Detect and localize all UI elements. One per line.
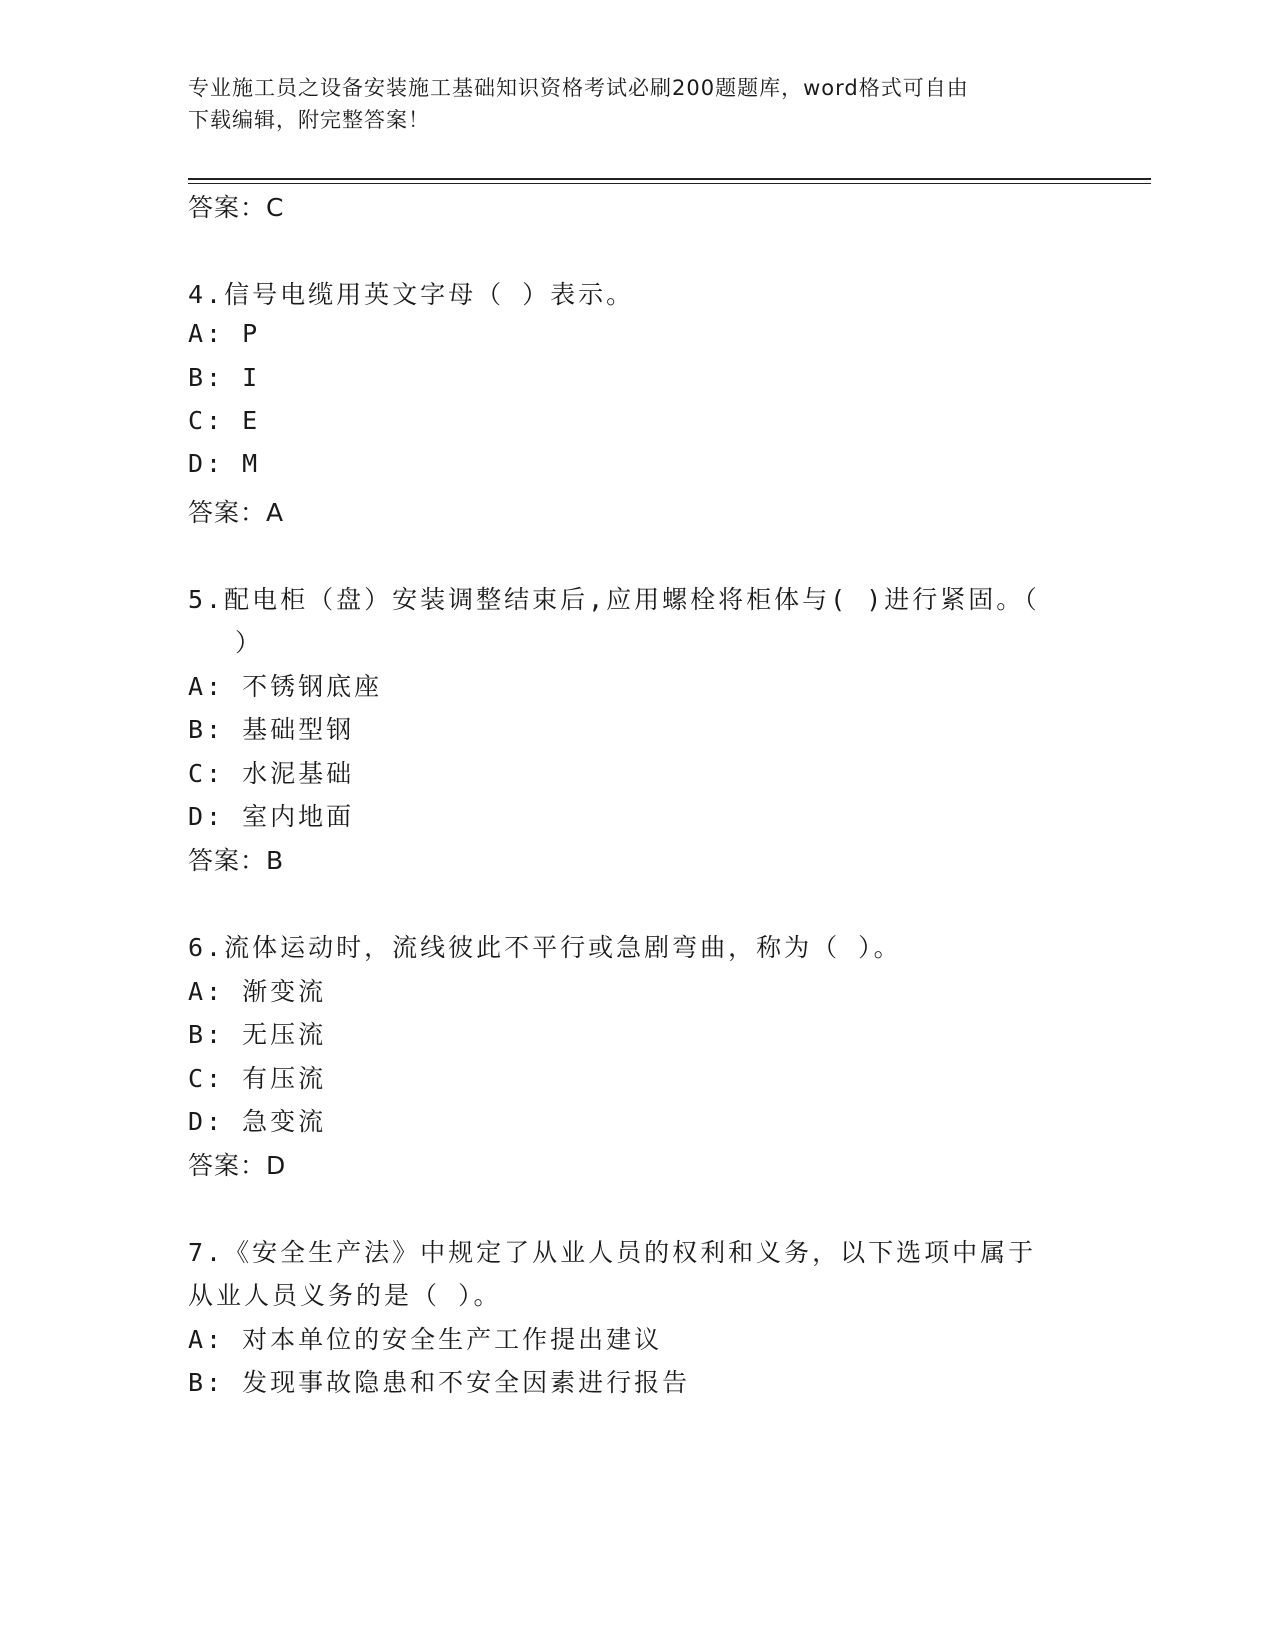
question-4-option-a: A: P (188, 319, 261, 348)
answer-q6: 答案：D (188, 1151, 287, 1180)
question-4-option-d: D: M (188, 449, 261, 478)
header-rule-thin (188, 183, 1151, 184)
question-7-option-b: B: 发现事故隐患和不安全因素进行报告 (188, 1368, 691, 1397)
question-5-stem-continued: ） (235, 628, 264, 657)
question-7-stem: 7.《安全生产法》中规定了从业人员的权利和义务，以下选项中属于 (188, 1238, 1037, 1267)
question-5-option-c: C: 水泥基础 (188, 759, 355, 788)
question-6-option-a: A: 渐变流 (188, 977, 327, 1006)
header-line-2: 下载编辑，附完整答案！ (188, 108, 430, 132)
question-4-option-c: C: E (188, 406, 261, 435)
question-4-option-b: B: I (188, 363, 261, 392)
question-6-option-d: D: 急变流 (188, 1107, 327, 1136)
question-4-stem: 4.信号电缆用英文字母（ ）表示。 (188, 280, 635, 309)
question-6-option-c: C: 有压流 (188, 1064, 327, 1093)
question-6-stem: 6.流体运动时，流线彼此不平行或急剧弯曲，称为（ ）。 (188, 933, 902, 962)
question-5-option-b: B: 基础型钢 (188, 715, 355, 744)
document-header (188, 72, 1088, 136)
header-line-1: 专业施工员之设备安装施工基础知识资格考试必刷200题题库，word格式可自由 (188, 76, 969, 100)
answer-q4: 答案：A (188, 498, 285, 527)
header-rule-thick (188, 178, 1151, 180)
question-5-option-d: D: 室内地面 (188, 802, 355, 831)
answer-q5: 答案：B (188, 846, 285, 875)
question-7-stem-continued: 从业人员义务的是（ ）。 (188, 1281, 502, 1310)
question-6-option-b: B: 无压流 (188, 1020, 327, 1049)
question-5-stem: 5.配电柜（盘）安装调整结束后,应用螺栓将柜体与( )进行紧固。（ (188, 585, 1040, 614)
question-5-option-a: A: 不锈钢底座 (188, 672, 383, 701)
answer-q3: 答案：C (188, 193, 285, 222)
question-7-option-a: A: 对本单位的安全生产工作提出建议 (188, 1325, 663, 1354)
